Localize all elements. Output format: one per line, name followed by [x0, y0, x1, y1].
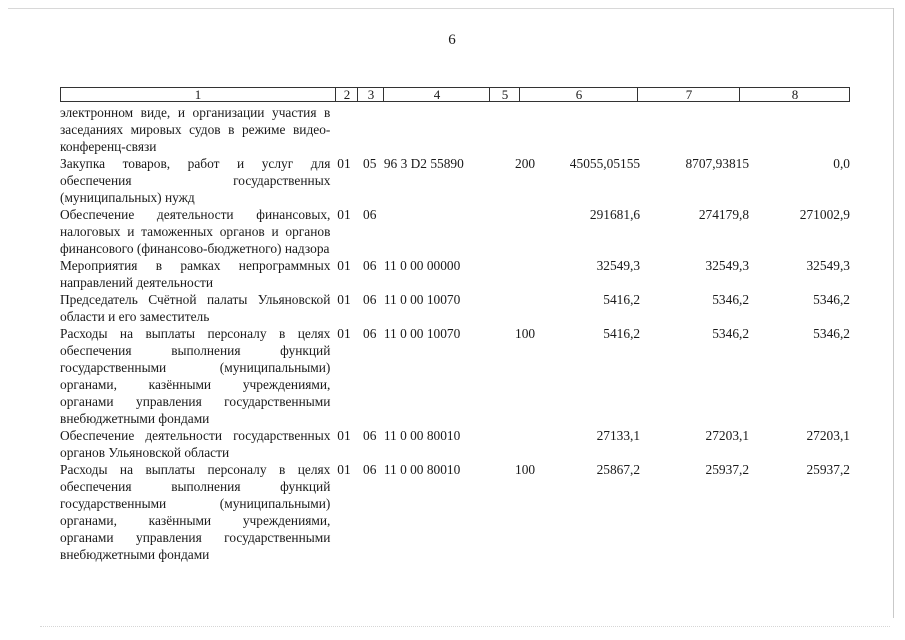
row-amount-7: 5346,2 — [712, 326, 750, 341]
row-name: Председатель Счётной палаты Ульяновской области и его заместитель — [60, 292, 331, 324]
row-amount-8: 5346,2 — [813, 326, 850, 341]
table-row — [60, 257, 850, 291]
row-expense-type — [515, 104, 555, 155]
table-header — [60, 87, 850, 102]
row-amount-8: 5346,2 — [813, 292, 850, 307]
row-section: 01 — [337, 207, 351, 222]
row-amount-7: 274179,8 — [698, 207, 750, 222]
row-subsection: 06 — [363, 207, 377, 222]
row-section: 01 — [337, 326, 351, 341]
table-row — [60, 155, 850, 206]
row-target-item — [380, 206, 515, 257]
row-amount-7: 8707,93815 — [685, 156, 750, 171]
table-row — [60, 206, 850, 257]
row-amount-6: 5416,2 — [603, 292, 641, 307]
header-col-3: 3 — [357, 88, 384, 101]
row-amount-6: 27133,1 — [596, 428, 641, 443]
row-amount-8: 25937,2 — [806, 462, 850, 477]
row-name: Расходы на выплаты персоналу в целях обеспечения выполнения функций государственными (муниципальными) органами, казёнными учреждениями, органами управления государственными внебюджетными фондами — [60, 326, 331, 426]
row-amount-6: 25867,2 — [596, 462, 641, 477]
row-name: Мероприятия в рамках непрограммных направлений деятельности — [60, 258, 331, 290]
row-section: 01 — [337, 156, 351, 171]
row-amount-6: 32549,3 — [596, 258, 641, 273]
row-amount-7 — [640, 104, 749, 155]
row-target-item — [380, 104, 515, 155]
row-target-item: 11 0 00 10070 — [383, 292, 461, 307]
row-expense-type — [515, 257, 555, 291]
row-amount-6: 291681,6 — [589, 207, 641, 222]
row-expense-type: 100 — [515, 326, 536, 341]
row-target-item: 11 0 00 80010 — [383, 428, 461, 443]
row-subsection: 06 — [363, 462, 377, 477]
page-number: 6 — [448, 32, 456, 48]
page-edge-top — [8, 8, 894, 9]
row-amount-8: 27203,1 — [806, 428, 850, 443]
row-amount-7: 27203,1 — [705, 428, 750, 443]
row-subsection: 06 — [363, 258, 377, 273]
header-col-8: 8 — [739, 88, 850, 101]
row-amount-8: 0,0 — [833, 156, 850, 171]
row-expense-type — [515, 427, 555, 461]
row-amount-6: 45055,05155 — [569, 156, 641, 171]
row-expense-type — [515, 206, 555, 257]
row-target-item: 96 3 D2 55890 — [383, 156, 464, 171]
row-expense-type — [515, 291, 555, 325]
row-expense-type: 200 — [515, 156, 536, 171]
row-amount-7: 5346,2 — [712, 292, 750, 307]
header-col-1: 1 — [194, 87, 202, 102]
row-name: электронном виде, и организации участия в заседаниях мировых судов в режиме видео-конференц-связи — [60, 105, 331, 154]
header-col-7: 7 — [637, 88, 740, 101]
row-amount-7: 25937,2 — [705, 462, 750, 477]
table-row — [60, 325, 850, 427]
row-section: 01 — [337, 258, 351, 273]
table-row — [60, 427, 850, 461]
row-target-item: 11 0 00 00000 — [383, 258, 461, 273]
row-amount-7: 32549,3 — [705, 258, 750, 273]
header-col-2: 2 — [335, 88, 358, 101]
header-col-5: 5 — [489, 88, 520, 101]
row-target-item: 11 0 00 80010 — [383, 462, 461, 477]
row-amount-6 — [555, 104, 640, 155]
row-subsection: 06 — [363, 292, 377, 307]
row-section: 01 — [337, 428, 351, 443]
row-subsection: 05 — [363, 156, 377, 171]
row-name: Обеспечение деятельности государственных органов Ульяновской области — [60, 428, 331, 460]
row-subsection: 06 — [363, 428, 377, 443]
row-amount-8: 271002,9 — [799, 207, 850, 222]
page-edge-right — [893, 8, 894, 618]
row-section: 01 — [337, 462, 351, 477]
row-subsection: 06 — [363, 326, 377, 341]
row-target-item: 11 0 00 10070 — [383, 326, 461, 341]
header-col-4: 4 — [383, 88, 490, 101]
row-expense-type: 100 — [515, 462, 536, 477]
row-section: 01 — [337, 292, 351, 307]
budget-table — [60, 104, 850, 563]
row-name: Расходы на выплаты персоналу в целях обеспечения выполнения функций государственными (муниципальными) органами, казёнными учреждениями, органами управления государственными внебюджетными фондами — [60, 462, 331, 562]
scan-footer-line — [40, 626, 890, 630]
row-amount-8: 32549,3 — [806, 258, 850, 273]
table-row — [60, 291, 850, 325]
table-row — [60, 104, 850, 155]
row-name: Закупка товаров, работ и услуг для обеспечения государственных (муниципальных) нужд — [60, 156, 331, 205]
row-name: Обеспечение деятельности финансовых, налоговых и таможенных органов и органов финансового (финансово-бюджетного) надзора — [60, 207, 331, 256]
header-col-6: 6 — [519, 88, 638, 101]
row-subsection — [352, 104, 380, 155]
row-amount-8 — [749, 104, 850, 155]
table-row — [60, 461, 850, 563]
row-section — [330, 104, 351, 155]
row-amount-6: 5416,2 — [603, 326, 641, 341]
